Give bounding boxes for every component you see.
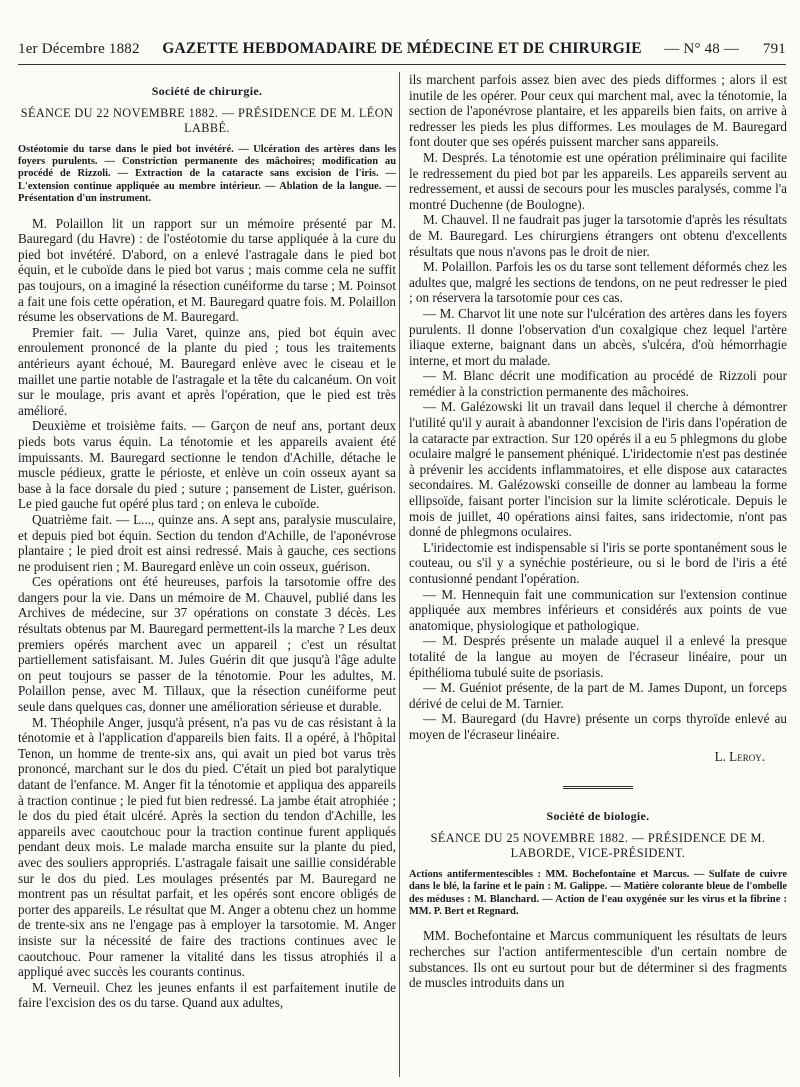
paragraph: — M. Galézowski lit un travail dans lequel il cherche à démontrer l'utilité qu'il y aurait à abandonner l'excision de l'iris dans l'opération de la cataracte par extraction. Sur 120 opérés il a eu 5 phlegmons du globe oculaire malgré le pansement phéniqué. L'iridectomie n'est pas destinée à prévenir les accidents inflammatoires, et elle dispose aux cataractes secondaires. M. Galézowski conseille de donner au lambeau la forme ellipsoïde, faisant porter l'incision sur la limite scléroticale. Depuis le mois de juillet, 40 opérations ainsi faites, sans iridectomie, n'ont pas donné de phlegmons oculaires. xyxy=(409,399,787,540)
issue-number: — N° 48 — xyxy=(664,41,740,57)
paragraph: — M. Hennequin fait une communication sur l'extension continue appliquée aux membres inférieurs et considérés aux points de vue anatomique, physiologique et pathologique. xyxy=(409,586,787,633)
session-heading: SÉANCE DU 22 NOVEMBRE 1882. — PRÉSIDENCE DE M. LÉON LABBÉ. xyxy=(20,105,394,135)
paragraph: — M. Guéniot présente, de la part de M. James Dupont, un forceps dérivé de celui de M. Tarnier. xyxy=(409,680,787,711)
paragraph: — M. Blanc décrit une modification au procédé de Rizzoli pour remédier à la constriction permanente des mâchoires. xyxy=(409,368,787,399)
paragraph: — M. Bauregard (du Havre) présente un corps thyroïde enlevé au moyen de l'écraseur linéaire. xyxy=(409,711,787,742)
session-summary: Ostéotomie du tarse dans le pied bot invétéré. — Ulcération des artères dans les foyers purulents. — Constriction permanente des mâchoires; modification au procédé de Rizzoli. — Extraction de la cataracte sans excision de l'iris. — L'extension continue appliquée au membre intérieur. — Ablation de la langue. — Présentation d'un instrument. xyxy=(18,143,396,205)
paragraph: M. Théophile Anger, jusqu'à présent, n'a pas vu de cas résistant à la ténotomie et à l'application d'appareils bien faits. Il a opéré, à l'hôpital Tenon, un homme de trente-six ans, qui avait un pied bot varus très prononcé, marchant sur le dos du pied. C'était un pied bot paralytique datant de l'enfance. M. Anger fit la ténotomie et appliqua des appareils à traction continue ; le pied fut bien redressé. La jambe était atrophiée ; le dos du pied était ulcéré. Après la section du tendon d'Achille, les appareils avec caoutchouc pour la traction continue furent appliqués pendant deux mois. Le malade marcha ensuite sur la plante du pied, avec des souliers appropriés. L'astragale faisait une saillie considérable sur le dos du pied. Les moulages présentés par M. Bauregard ne montrent pas un résultat parfait, et les opérés sont encore obligés de porter des appareils. Le résultat que M. Anger a obtenu chez un homme de trente-six ans ne l'engage pas à employer la tarsotomie. M. Anger insiste sur la nécessité de faire des tractions continues avec le caoutchouc. Pour ramener la vitalité dans les tissus atrophiés il a appliqué avec succès les courants continus. xyxy=(18,714,396,980)
section-title-chirurgie: Société de chirurgie. xyxy=(151,84,263,98)
paragraph: Premier fait. — Julia Varet, quinze ans, pied bot équin avec enroulement prononcé de la plante du pied ; tous les traitements antérieurs ayant échoué, M. Bauregard enlève avec le ciseau et le maillet une partie notable de l'astragale et la tête du calcanéum. On voit sur le moulage, pris avant et après l'opération, que le pied est très amélioré. xyxy=(18,324,396,418)
paragraph: MM. Bochefontaine et Marcus communiquent les résultats de leurs recherches sur l'action antifermentescible d'un certain nombre de substances. Ils ont eu surtout pour but de déterminer si des fragments de muscles introduits dans un xyxy=(409,928,787,991)
journal-title: GAZETTE HEBDOMADAIRE DE MÉDECINE ET DE CHIRURGIE xyxy=(162,40,642,57)
paragraph: Ces opérations ont été heureuses, parfois la tarsotomie offre des dangers pour la vie. Dans un mémoire de M. Chauvel, publié dans les Archives de médecine, sur 37 opérations on constate 3 décès. Les résultats obtenus par M. Bauregard permettent-ils la marche ? Les deux premiers opérés marchent avec un appareil ; c'est un résultat partiellement satisfaisant. M. Jules Guérin dit que jusqu'à l'âge adulte on peut toujours se passer de la ténotomie. Pour les adultes, M. Polaillon pense, avec M. Tillaux, que la résection cunéiforme peut seule dans quelques cas, donner une amélioration sérieuse et durable. xyxy=(18,574,396,715)
section-title-biologie: Société de biologie. xyxy=(546,809,650,824)
paragraph: — M. Després présente un malade auquel il a enlevé la presque totalité de la langue au moyen de l'écraseur linéaire, pour un épithélioma tubulé suite de psoriasis. xyxy=(409,633,787,680)
section-separator xyxy=(563,786,633,789)
running-head xyxy=(18,40,786,60)
signature: L. Leroy. xyxy=(714,748,765,764)
paragraph: L'iridectomie est indispensable si l'iris se porte spontanément sous le couteau, ou s'il y a synéchie postérieure, ou si le bord de l'iris a été contusionné pendant l'opération. xyxy=(409,539,787,586)
header-number-page xyxy=(664,41,786,58)
page-number: 791 xyxy=(762,41,786,57)
header-date: 1er Décembre 1882 xyxy=(18,41,140,57)
column-divider xyxy=(399,72,400,1077)
paragraph: M. Polaillon lit un rapport sur un mémoire présenté par M. Bauregard (du Havre) : de l'ostéotomie du tarse appliquée à la cure du pied bot invétéré. D'abord, on a enlevé l'astragale dans le pied bot équin, et le cuboïde dans le pied bot varus ; mais comme cela ne suffit pas toujours, on a imaginé la résection cunéiforme du tarse ; M. Poinsot a fait une fois cette opération, et M. Bauregard quatre fois. M. Polaillon résume les observations de M. Bauregard. xyxy=(18,215,396,325)
paragraph: ils marchent parfois assez bien avec des pieds difformes ; alors il est inutile de les opérer. Pour ceux qui marchent mal, avec la ténotomie, la section de l'aponévrose plantaire, et les appareils bien faits, on arrive à redresser les pieds les plus difformes. Les moulages de M. Bauregard font douter que ses opérés puissent marcher sans appareils. xyxy=(409,72,787,150)
session-summary-biologie: Actions antifermentescibles : MM. Bochefontaine et Marcus. — Sulfate de cuivre dans le blé, la farine et le pain : M. Galippe. — Matière colorante bleue de l'ombelle des méduses : M. Blanchard. — Action de l'eau oxygénée sur les virus et la fibrine : MM. P. Bert et Regnard. xyxy=(409,868,787,917)
paragraph: Quatrième fait. — L..., quinze ans. A sept ans, paralysie musculaire, et depuis pied bot équin. Section du tendon d'Achille, de l'aponévrose plantaire ; le pied droit est ainsi redressé. Mais à gauche, ces sections ne produisent rien ; M. Bauregard enlève un coin osseux, guérison. xyxy=(18,511,396,574)
paragraph: Deuxième et troisième faits. — Garçon de neuf ans, portant deux pieds bots varus équin. La ténotomie et les appareils avaient été impuissants. M. Bauregard sectionne le tendon d'Achille, détache le muscle pédieux, gratte le périoste, et enlève un coin osseux ayant sa base à la face dorsale du pied ; suture ; pansement de Lister, guérison. Le pied gauche fut opéré plus tard ; on enleva le cuboïde. xyxy=(18,418,396,512)
paragraph: M. Polaillon. Parfois les os du tarse sont tellement déformés chez les adultes que, malgré les sections de tendons, on ne peut redresser le pied ; on réservera la tarsotomie pour ces cas. xyxy=(409,259,787,306)
header-rule xyxy=(18,64,786,65)
right-column xyxy=(409,72,787,991)
paragraph: — M. Charvot lit une note sur l'ulcération des artères dans les foyers purulents. Il donne l'observation d'un coxalgique chez lequel l'artère iliaque externe, baignant dans un abcès, s'ulcéra, d'où hémorrhagie interne, et mort du malade. xyxy=(409,305,787,368)
session-heading-biologie: SÉANCE DU 25 NOVEMBRE 1882. — PRÉSIDENCE DE M. LABORDE, VICE-PRÉSIDENT. xyxy=(430,830,766,860)
paragraph: M. Després. La ténotomie est une opération préliminaire qui facilite le redressement du pied bot par les appareils. Les appareils servent au redressement, et aussi de secours pour les muscles paralysés, comme l'a montré Duchenne (de Boulogne). xyxy=(409,149,787,212)
paragraph: M. Verneuil. Chez les jeunes enfants il est parfaitement inutile de faire l'excision des os du tarse. Quand aux adultes, xyxy=(18,979,396,1011)
paragraph: M. Chauvel. Il ne faudrait pas juger la tarsotomie d'après les résultats de M. Bauregard. Les chirurgiens étrangers ont obtenu d'excellents résultats que nous n'avons pas le droit de nier. xyxy=(409,212,787,259)
left-column xyxy=(18,72,396,1011)
